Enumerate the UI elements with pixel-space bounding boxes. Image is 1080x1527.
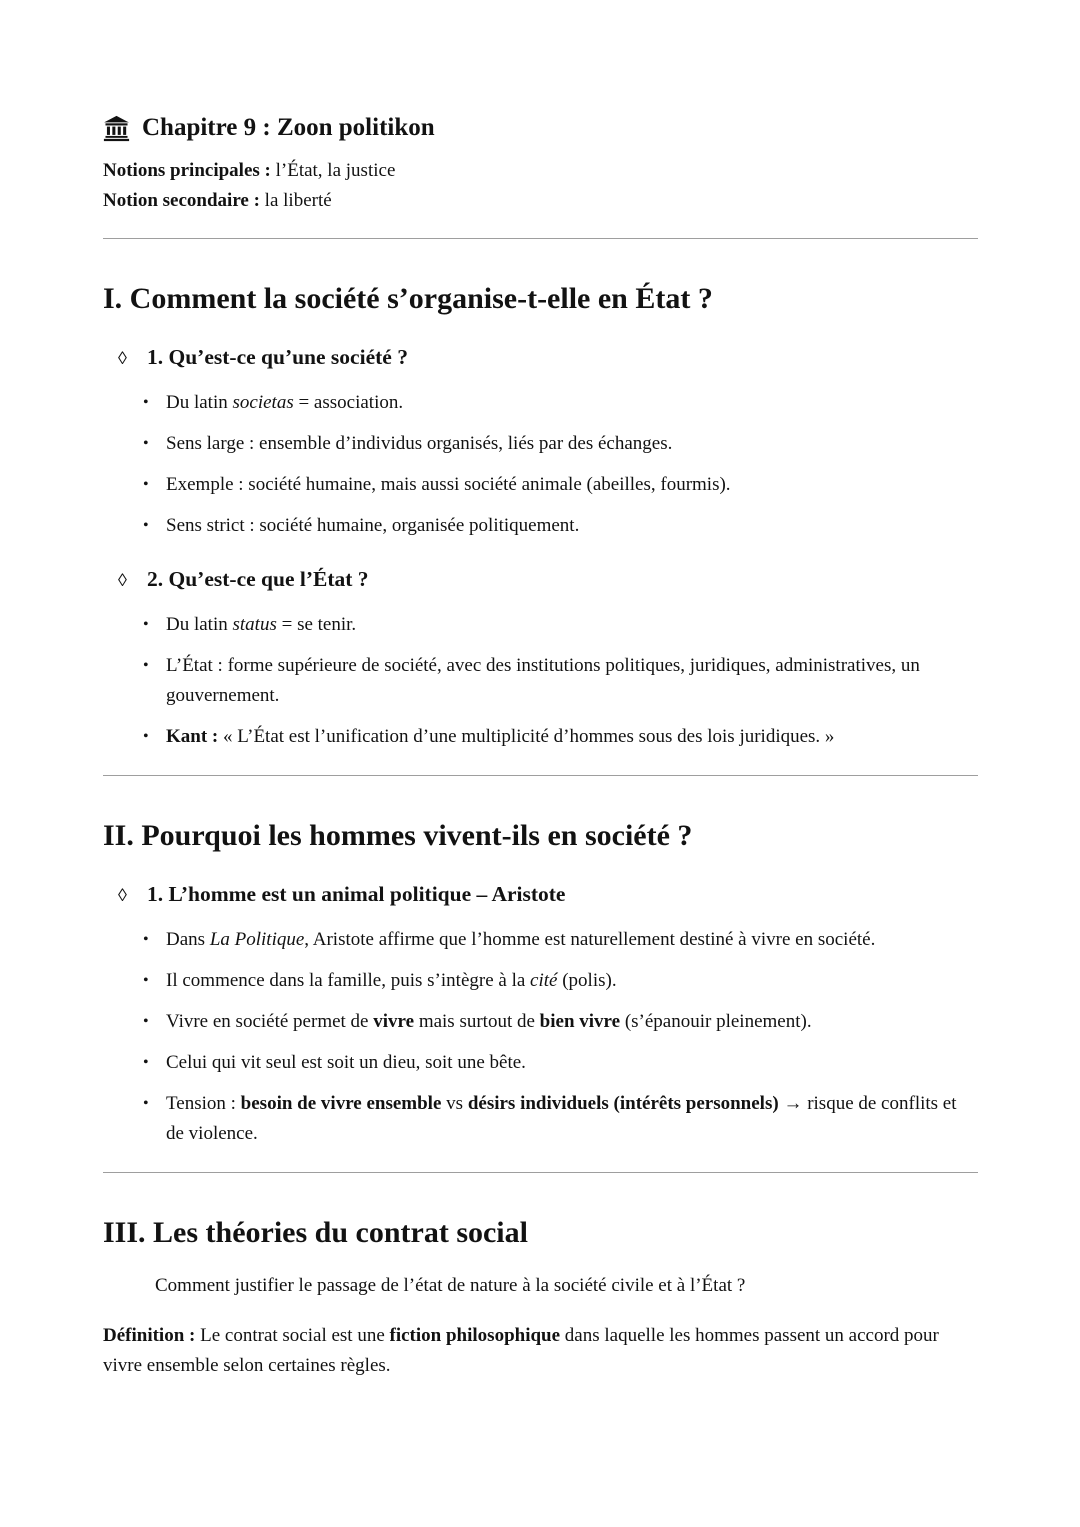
- bullet-icon: •: [143, 1054, 149, 1071]
- bullet-icon: •: [143, 616, 149, 633]
- subsection-title: 1. L’homme est un animal politique – Aristote: [147, 882, 566, 906]
- bullet-icon: •: [143, 972, 149, 989]
- text-segment: besoin de vivre ensemble: [240, 1093, 442, 1114]
- meta-notions-principales: [103, 156, 978, 186]
- text-segment: Tension :: [166, 1093, 241, 1114]
- quote-paragraph: Comment justifier le passage de l’état de nature à la société civile et à l’État ?: [155, 1275, 746, 1296]
- text-segment: « L’État est l’unification d’une multiplicité d’hommes sous des lois juridiques. »: [218, 726, 835, 747]
- page-title-text: Chapitre 9 : Zoon politikon: [142, 114, 435, 141]
- text-segment: L’État : forme supérieure de société, avec des institutions politiques, juridiques, administratives, un gouvernement.: [166, 655, 920, 706]
- meta-label: Notions principales :: [103, 160, 271, 181]
- document-body: [103, 238, 978, 1381]
- text-segment: Sens strict : société humaine, organisée politiquement.: [166, 515, 580, 536]
- meta-block: [103, 156, 978, 215]
- section-heading: II. Pourquoi les hommes vivent-ils en société ?: [103, 819, 693, 852]
- text-segment: dans laquelle les hommes passent un accord pour vivre ensemble selon certaines règles.: [103, 1325, 939, 1376]
- bullet-list: [103, 925, 978, 1149]
- page-title: [103, 112, 978, 144]
- bullet-icon: •: [143, 728, 149, 745]
- text-segment: societas: [232, 392, 294, 413]
- section-heading: III. Les théories du contrat social: [103, 1216, 528, 1249]
- subsection-heading: [103, 880, 978, 909]
- list-item: [103, 925, 978, 955]
- text-segment: , Aristote affirme que l’homme est naturellement destiné à vivre en société.: [304, 929, 876, 950]
- list-item: [103, 1089, 978, 1149]
- list-item-text: [166, 1048, 978, 1078]
- bullet-icon: •: [143, 394, 149, 411]
- list-item-text: [166, 925, 978, 955]
- text-segment: Le contrat social est une: [195, 1325, 390, 1346]
- subsection-title: 1. Qu’est-ce qu’une société ?: [147, 345, 408, 369]
- list-item: [103, 470, 978, 500]
- text-segment: Du latin: [166, 392, 233, 413]
- text-segment: Du latin: [166, 614, 233, 635]
- bullet-icon: •: [143, 435, 149, 452]
- list-item-text: [166, 610, 978, 640]
- list-item-text: [166, 429, 978, 459]
- meta-value: l’État, la justice: [270, 160, 396, 181]
- text-segment: fiction philosophique: [389, 1325, 561, 1346]
- list-item: [103, 966, 978, 996]
- text-segment: Dans: [166, 929, 210, 950]
- diamond-toggle-icon: ◊: [118, 348, 127, 368]
- list-item: [103, 1007, 978, 1037]
- diamond-toggle-icon: ◊: [118, 570, 127, 590]
- bullet-icon: •: [143, 1013, 149, 1030]
- bullet-icon: •: [143, 476, 149, 493]
- text-segment: status: [232, 614, 277, 635]
- text-segment: Kant :: [166, 726, 219, 747]
- list-item: [103, 1048, 978, 1078]
- text-segment: vivre: [373, 1011, 415, 1032]
- subsection-heading: [103, 565, 978, 594]
- section-divider: [103, 238, 978, 239]
- section-divider: [103, 775, 978, 776]
- text-segment: Il commence dans la famille, puis s’intègre à la: [166, 970, 531, 991]
- text-segment: Sens large : ensemble d’individus organisés, liés par des échanges.: [166, 433, 673, 454]
- list-item-text: [166, 511, 978, 541]
- list-item-text: [166, 1089, 978, 1149]
- subsection-title: 2. Qu’est-ce que l’État ?: [147, 567, 369, 591]
- list-item-text: [166, 722, 978, 752]
- list-item-text: [166, 388, 978, 418]
- list-item: [103, 388, 978, 418]
- text-segment: Exemple : société humaine, mais aussi société animale (abeilles, fourmis).: [166, 474, 731, 495]
- bullet-icon: •: [143, 517, 149, 534]
- bullet-list: [103, 610, 978, 752]
- list-item: [103, 610, 978, 640]
- list-item: [103, 429, 978, 459]
- list-item: [103, 511, 978, 541]
- text-segment: vs: [441, 1093, 468, 1114]
- bullet-icon: •: [143, 931, 149, 948]
- classical-building-icon: [103, 115, 130, 142]
- section-divider: [103, 1172, 978, 1173]
- meta-label: Notion secondaire :: [103, 189, 260, 211]
- list-item-text: [166, 1007, 978, 1037]
- bullet-icon: •: [143, 1095, 149, 1112]
- list-item-text: [166, 651, 978, 711]
- text-segment: cité: [530, 970, 558, 991]
- text-segment: = association.: [293, 392, 404, 413]
- text-segment: = se tenir.: [276, 614, 357, 635]
- list-item-text: [166, 966, 978, 996]
- bullet-list: [103, 388, 978, 541]
- bullet-icon: •: [143, 657, 149, 674]
- list-item-text: [166, 470, 978, 500]
- text-segment: Celui qui vit seul est soit un dieu, soit une bête.: [166, 1052, 526, 1073]
- text-segment: Définition :: [103, 1325, 196, 1346]
- text-segment: Vivre en société permet de: [166, 1011, 374, 1032]
- section-heading: I. Comment la société s’organise-t-elle en État ?: [103, 282, 713, 315]
- list-item: [103, 722, 978, 752]
- text-segment: bien vivre: [539, 1011, 621, 1032]
- list-item: [103, 651, 978, 711]
- subsection-heading: [103, 343, 978, 372]
- definition-paragraph: [103, 1321, 978, 1381]
- diamond-toggle-icon: ◊: [118, 885, 127, 905]
- text-segment: → risque de conflits et de violence.: [166, 1093, 957, 1144]
- text-segment: (s’épanouir pleinement).: [620, 1011, 812, 1032]
- document-header: [103, 112, 978, 215]
- meta-notion-secondaire: [103, 186, 978, 216]
- text-segment: (polis).: [557, 970, 617, 991]
- text-segment: mais surtout de: [414, 1011, 540, 1032]
- text-segment: désirs individuels (intérêts personnels): [467, 1093, 779, 1114]
- text-segment: La Politique: [209, 929, 305, 950]
- meta-value: la liberté: [259, 189, 332, 211]
